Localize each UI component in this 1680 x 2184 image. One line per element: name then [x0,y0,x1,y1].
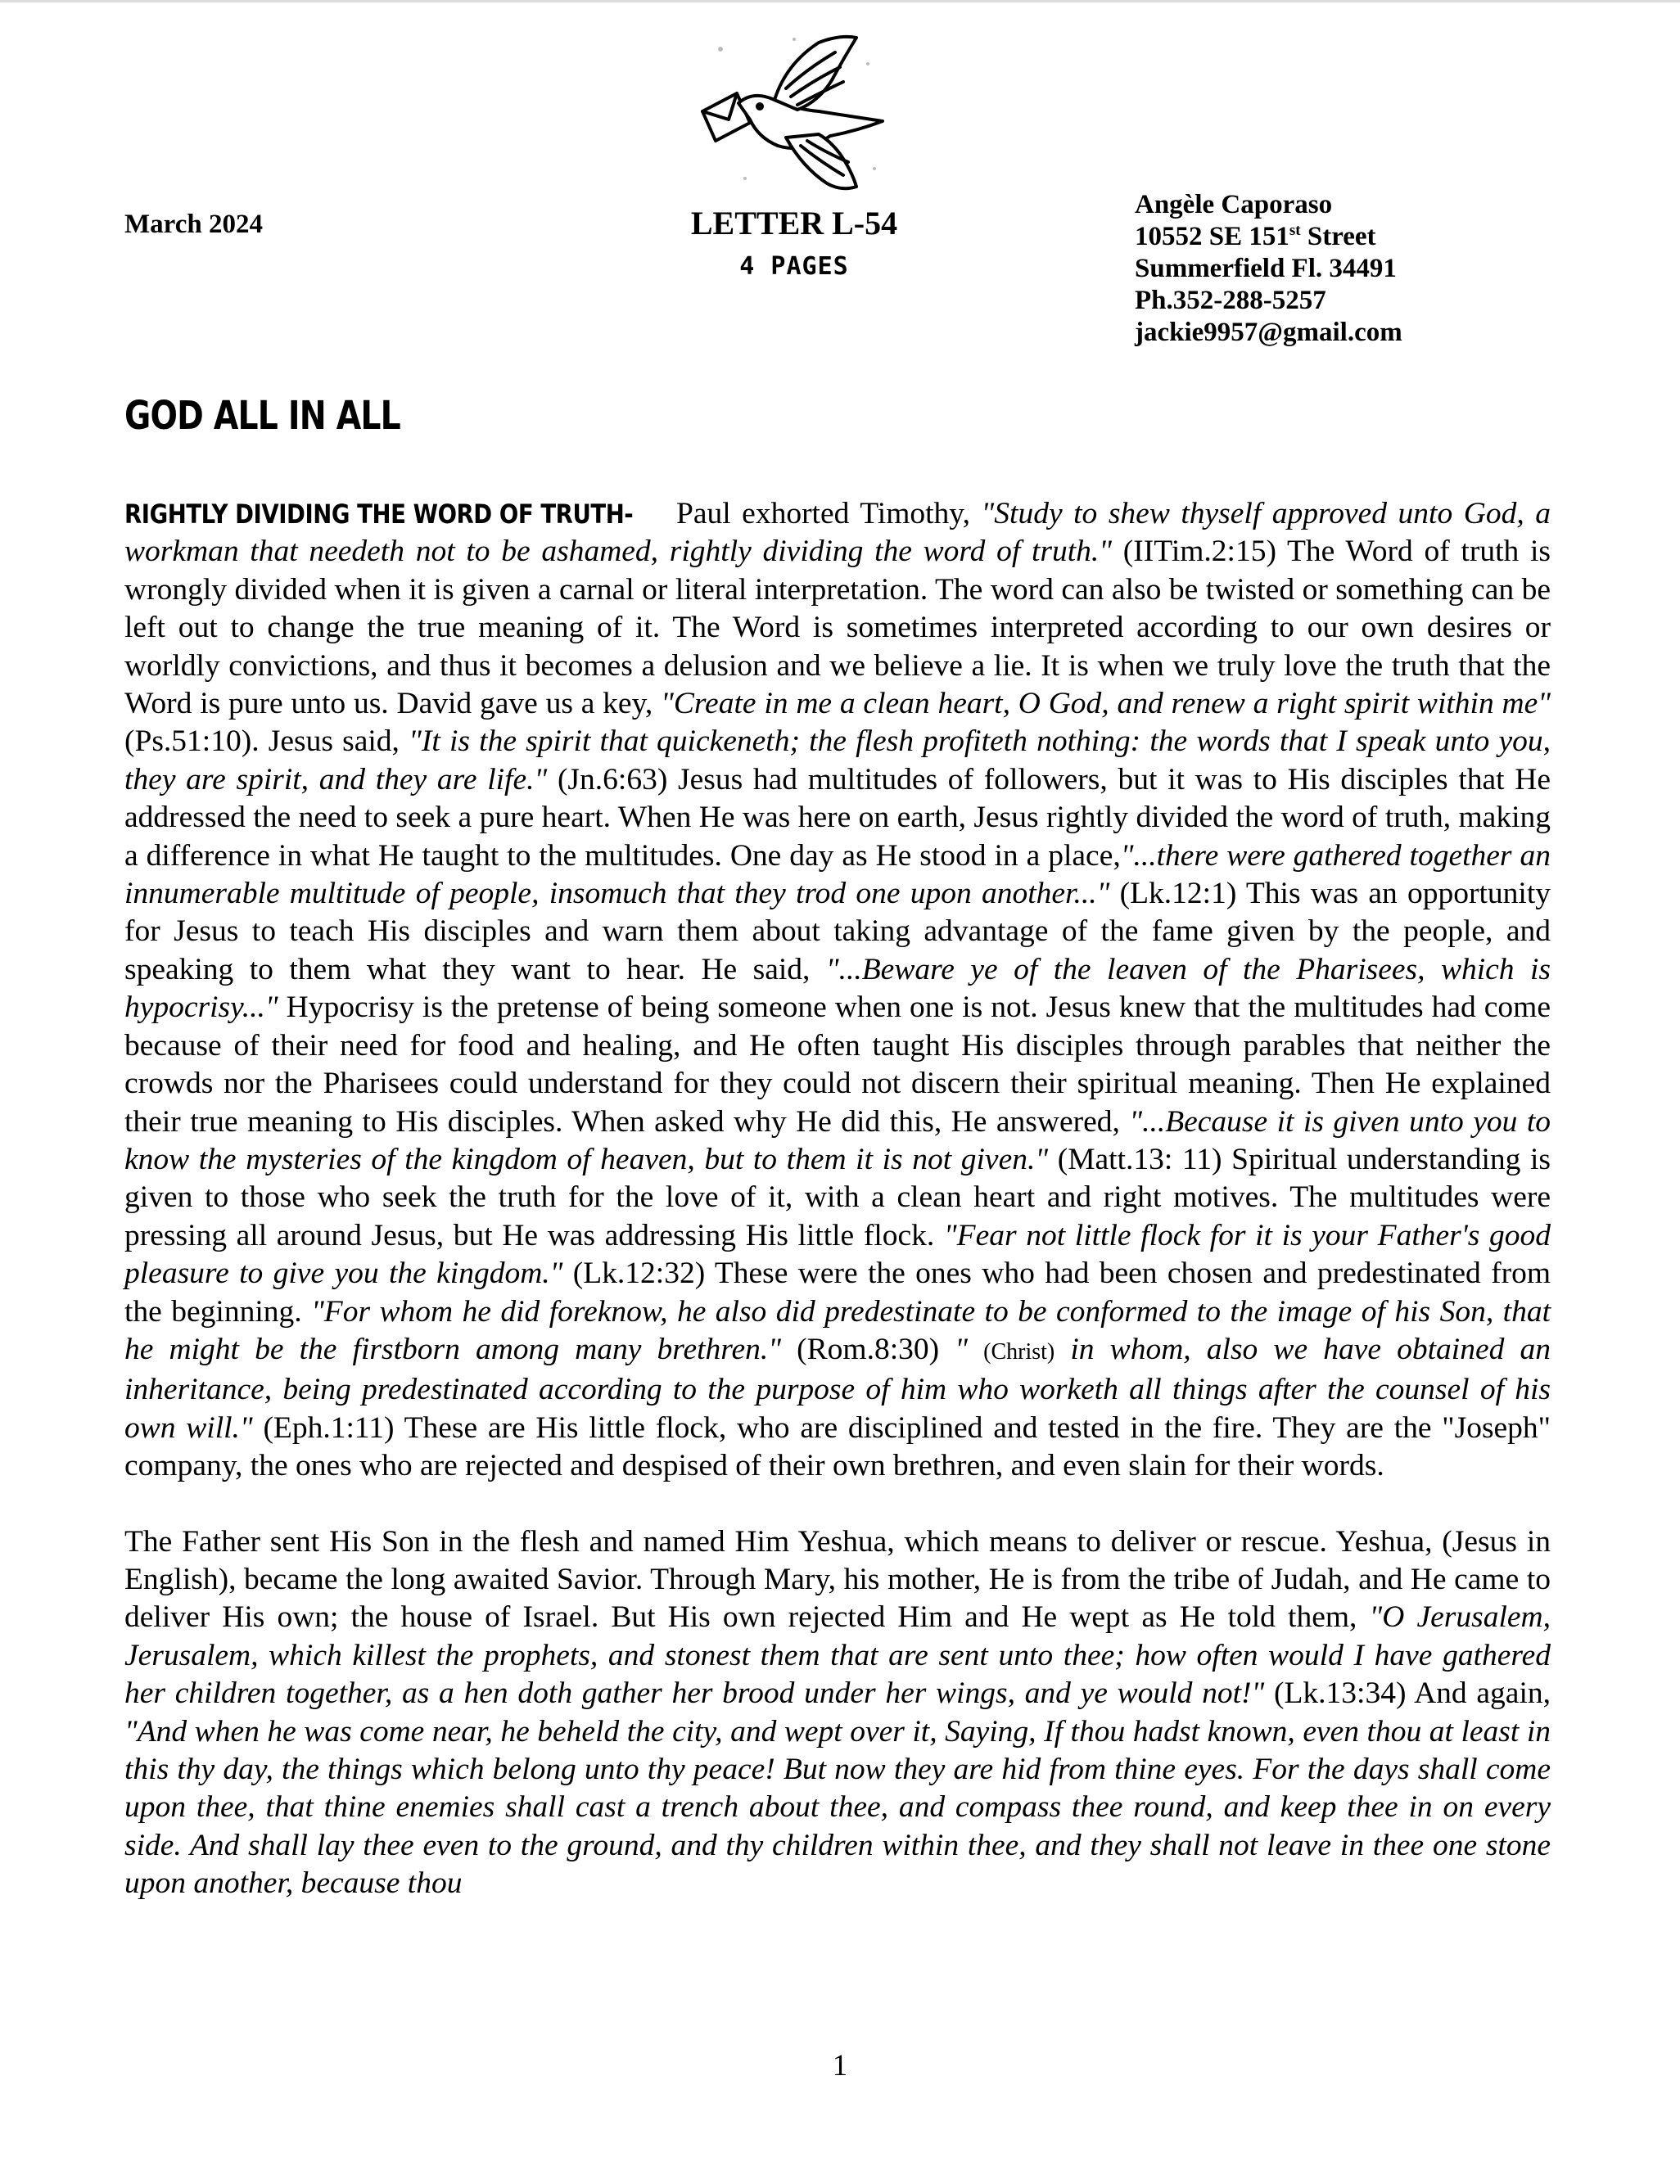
letter-number: LETTER L-54 [690,205,898,241]
scripture-quote: "...Beware ye of the leaven of the Pharisees, which is hypocrisy..." [124,952,1551,1025]
body-text: Hypocrisy is the pretense of being someone when one is not. Jesus knew that the multitudes had come because of their need for food and healing, and He often taught His disciples through parables that neither the crowds nor the Pharisees could understand for they could not discern their spiritual meaning. Then He explained their true meaning to His disciples. When asked why He did this, He answered, [124,990,1551,1139]
sender-email: jackie9957@gmail.com [1135,318,1402,347]
body-text: (Eph.1:11) These are His little flock, who are disciplined and tested in the fire. They are the "Joseph" company, the ones who are rejected and despised of their own brethren, and even slain for their words. [124,1410,1551,1483]
body-paragraph [124,1523,1551,1903]
scripture-quote: "For whom he did foreknow, he also did predestinate to be conformed to the image of his Son, that he might be the firstborn among many brethren." [124,1294,1551,1366]
scripture-quote: in whom, also we have obtained an inheritance, being predestinated according to the purpose of him who worketh all things after the counsel of his own will." [124,1332,1551,1445]
body-text: (Ps.51:10). Jesus said, [124,724,409,759]
sender-street [1135,221,1402,253]
scripture-quote: "Fear not little flock for it is your Father's good pleasure to give you the kingdom." [124,1218,1551,1291]
body-text: (Lk.13:34) And again, [1264,1676,1551,1711]
article-title: GOD ALL IN ALL [124,393,400,439]
body-paragraph [124,495,1551,1486]
letter-date: March 2024 [124,210,263,239]
body-text: (Lk.12:1) This was an opportunity for Jesus to teach His disciples and warn them about taking advantage of the fame given by the people, and speaking to them what they want to hear. He said, [124,877,1551,986]
letter-heading [655,205,933,281]
body-text: (Jn.6:63) Jesus had multitudes of followers, but it was to His disciples that He addressed the need to seek a pure heart. When He was here on earth, Jesus rightly divided the word of truth, making a difference in what He taught to the multitudes. One day as He stood in a place, [124,762,1551,873]
scripture-quote: "Study to shew thyself approved unto God, a workman that needeth not to be ashamed, rightly dividing the word of truth." [124,497,1551,569]
street-ordinal-suffix: st [1289,222,1301,239]
inline-note: (Christ) [983,1338,1055,1365]
scripture-quote: "...there were gathered together an innumerable multitude of people, insomuch that they trod one upon another..." [124,838,1551,911]
scripture-quote: "...Because it is given unto you to know the mysteries of the kingdom of heaven, but to them it is not given." [124,1104,1551,1176]
scripture-quote: "Create in me a clean heart, O God, and renew a right spirit within me" [661,687,1551,721]
body-text: The Father sent His Son in the flesh and named Him Yeshua, which means to deliver or rescue. Yeshua, (Jesus in English), became the long awaited Savior. Through Mary, his mother, He is from the tribe of Judah, and He came to deliver His own; the house of Israel. But His own rejected Him and He wept as He told them, [124,1524,1551,1635]
body-text: (IITim.2:15) The Word of truth is wrongly divided when it is given a carnal or literal interpretation. The word can also be twisted or something can be left out to change the true meaning of it. The Word is sometimes interpreted according to our own desires or worldly convictions, and thus it becomes a delusion and we believe a lie. It is when we truly love the truth that the Word is pure unto us. David gave us a key, [124,535,1551,721]
letter-body [124,495,1551,1903]
page-count: 4 PAGES [739,252,849,281]
body-text: (Matt.13: 11) Spiritual understanding is given to those who seek the truth for the love of it, with a clean heart and right motives. The multitudes were pressing all around Jesus, but He was addressing His little flock. [124,1142,1551,1252]
scripture-quote: "And when he was come near, he beheld the city, and wept over it, Saying, If thou hadst known, even thou at least in this thy day, the things which belong unto thy peace! But now they are hid from thine eyes. For the days shall come upon thee, that thine enemies shall cast a trench about thee, and compass thee round, and keep thee in on every side. And shall lay thee even to the ground, and thy children within thee, and they shall not leave in thee one stone upon another, because thou [124,1714,1551,1901]
sender-city: Summerfield Fl. 34491 [1135,254,1397,283]
scripture-quote: "It is the spirit that quickeneth; the flesh profiteth nothing: the words that I speak unto you, they are spirit, and they are life." [124,724,1551,796]
sender-name: Angèle Caporaso [1135,190,1333,219]
street-number: 10552 SE 151 [1135,222,1289,251]
street-name: Street [1300,222,1376,251]
page-number: 1 [832,2049,848,2082]
body-text: (Rom.8:30) [781,1332,955,1366]
body-text: Paul exhorted Timothy, [665,497,982,530]
scripture-quote: "O Jerusalem, Jerusalem, which killest the prophets, and stonest them that are sent unto thee; how often would I have gathered her children together, as a hen doth gather her brood under her wings, and ye would not!" [124,1600,1551,1711]
page-top-border [0,0,1680,2]
scripture-quote: " [955,1332,984,1366]
body-text: (Lk.12:32) These were the ones who had been chosen and predestinated from the beginning. [124,1257,1551,1329]
section-heading: RIGHTLY DIVIDING THE WORD OF TRUTH- [124,499,634,530]
dove-with-letter-icon [696,31,892,195]
sender-phone: Ph.352-288-5257 [1135,286,1326,315]
sender-contact-block [1135,189,1402,349]
